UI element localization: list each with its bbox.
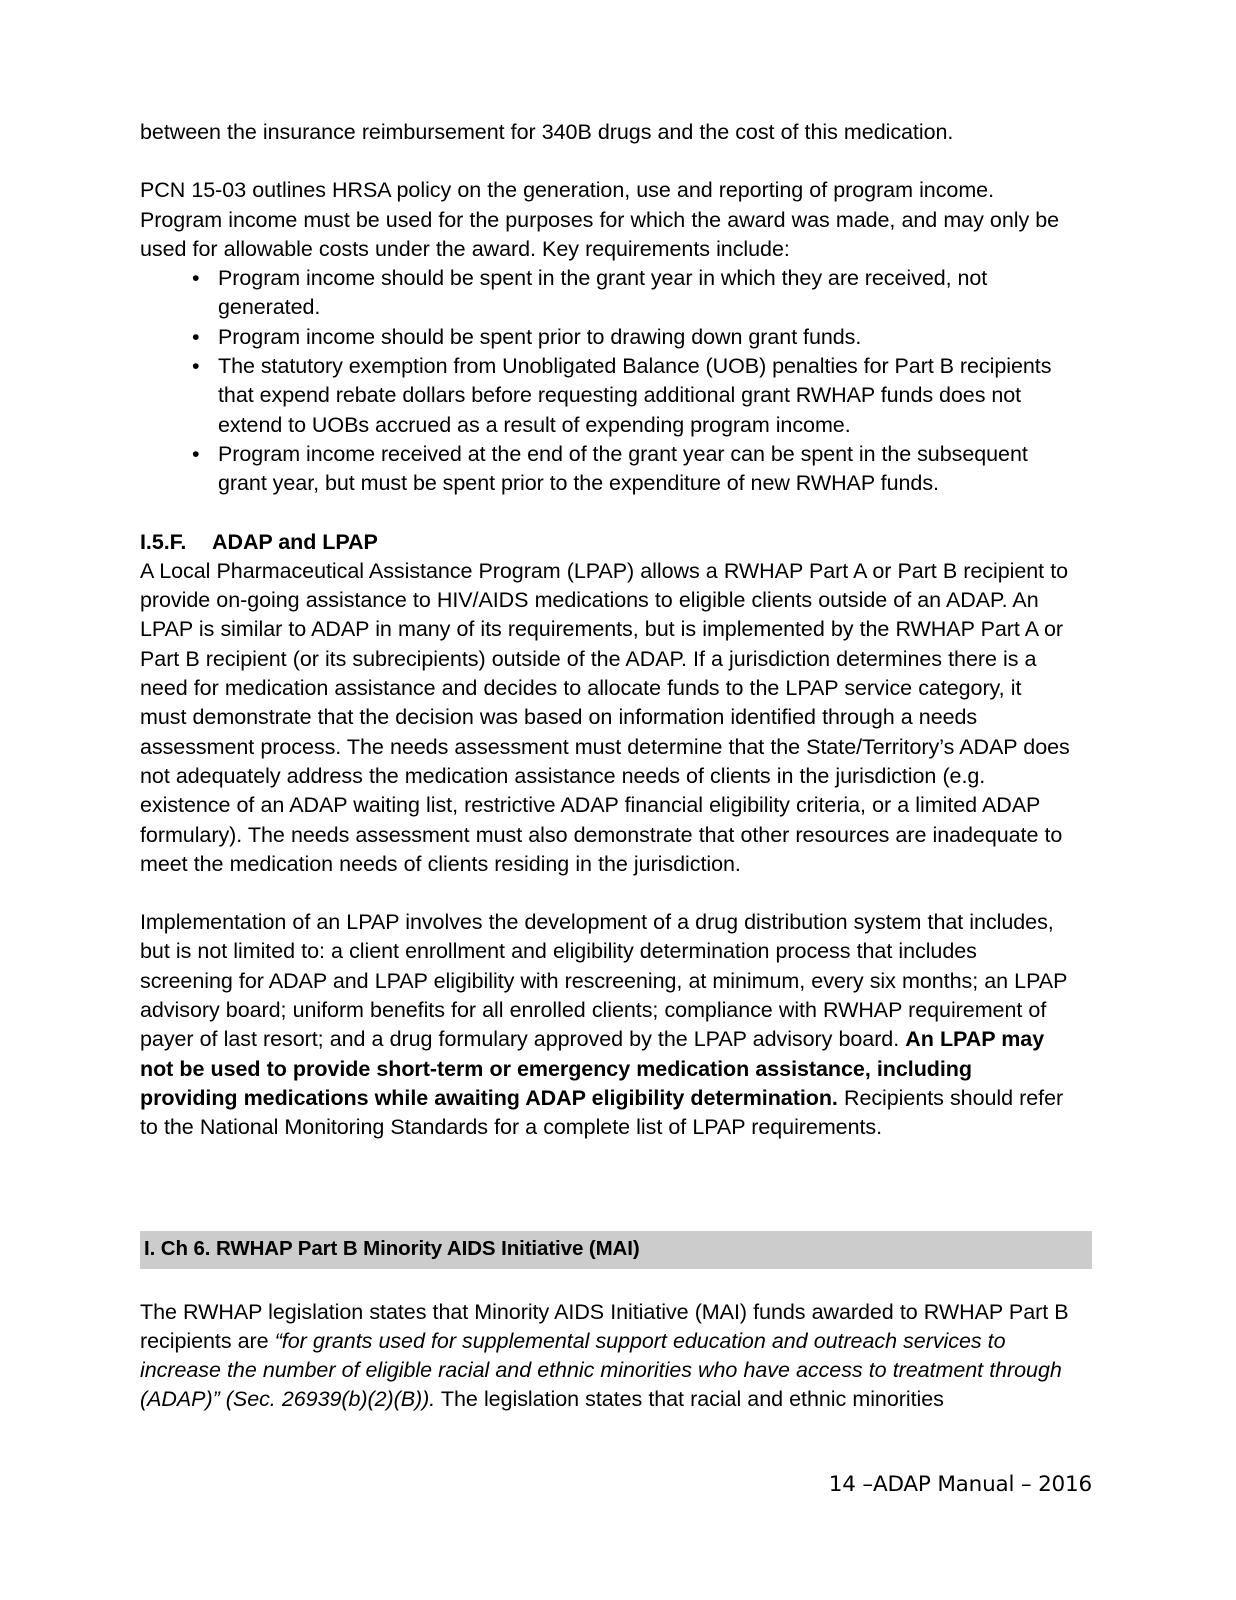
paragraph-lead-text: The RWHAP legislation states that Minority AIDS Initiative (MAI) funds awarded to RWHAP Part B recipients are [140, 1299, 1069, 1353]
section-heading-adap-lpap [140, 528, 1072, 557]
bullet-icon: • [192, 354, 200, 379]
list-item-text: Program income received at the end of the grant year can be spent in the subsequent grant year, but must be spent prior to the expenditure of new RWHAP funds. [218, 441, 1028, 496]
paragraph-mai-legislation [140, 1298, 1072, 1415]
paragraph-pcn-15-03: PCN 15-03 outlines HRSA policy on the generation, use and reporting of program income. Program income must be used for the purposes for which the award was made, and may only be used for allowable costs under the award. Key requirements include: [140, 178, 1060, 261]
legislation-quote: “for grants used for supplemental support education and outreach services to increase the number of eligible racial and ethnic minorities who have access to treatment through (ADAP)” (Sec. 26939(b)(2)(B)). [140, 1328, 1062, 1412]
program-income-bullet-list [140, 264, 1072, 498]
paragraph-spacer [140, 1269, 1072, 1298]
section-spacer [140, 499, 1072, 528]
section-title: ADAP and LPAP [212, 529, 378, 554]
list-item [140, 440, 1072, 499]
paragraph-lead-text: Implementation of an LPAP involves the development of a drug distribution system that includes, but is not limited to: a client enrollment and eligibility determination process that includes screening for ADAP and LPAP eligibility with rescreening, at minimum, every six months; an LPAP advisory board; uniform benefits for all enrolled clients; compliance with RWHAP requirement of payer of last resort; and a drug formulary approved by the LPAP advisory board. [140, 910, 1067, 1052]
paragraph-bold-emphasis: An LPAP may not be used to provide short-term or emergency medication assistance, including providing medications while awaiting ADAP eligibility determination. [140, 1027, 1045, 1110]
bullet-icon: • [192, 441, 200, 466]
list-item [140, 352, 1072, 440]
paragraph-lpap-implementation [140, 908, 1072, 1142]
section-band-title: I. Ch 6. RWHAP Part B Minority AIDS Initiative (MAI) [144, 1236, 640, 1260]
list-item [140, 323, 1072, 352]
paragraph-continuation: between the insurance reimbursement for 340B drugs and the cost of this medication. [140, 120, 954, 144]
section-band-mai [140, 1231, 1092, 1269]
list-item-text: Program income should be spent prior to drawing down grant funds. [218, 324, 862, 349]
paragraph-spacer [140, 879, 1072, 908]
list-item [140, 264, 1072, 323]
paragraph-lpap-overview: A Local Pharmaceutical Assistance Program (LPAP) allows a RWHAP Part A or Part B recipient to provide on-going assistance to HIV/AIDS medications to eligible clients outside of an ADAP. An LPAP is similar to ADAP in many of its requirements, but is implemented by the RWHAP Part A or Part B recipient (or its subrecipients) outside of the ADAP. If a jurisdiction determines there is a need for medication assistance and decides to allocate funds to the LPAP service category, it must demonstrate that the decision was based on information identified through a needs assessment process. The needs assessment must determine that the State/Territory’s ADAP does not adequately address the medication assistance needs of clients in the jurisdiction (e.g. existence of an ADAP waiting list, restrictive ADAP financial eligibility criteria, or a limited ADAP formulary). The needs assessment must also demonstrate that other resources are inadequate to meet the medication needs of clients residing in the jurisdiction. [140, 558, 1070, 876]
paragraph-tail-text: The legislation states that racial and ethnic minorities [435, 1387, 944, 1412]
paragraph-spacer [140, 147, 1072, 176]
bullet-icon: • [192, 324, 200, 349]
page-footer: 14 –ADAP Manual – 2016 [828, 1472, 1092, 1497]
bullet-icon: • [192, 266, 200, 291]
section-spacer-large [140, 1143, 1072, 1231]
section-number: I.5.F. [140, 529, 187, 554]
list-item-text: Program income should be spent in the grant year in which they are received, not generated. [218, 266, 988, 320]
paragraph-tail-text: Recipients should refer to the National Monitoring Standards for a complete list of LPAP requirements. [140, 1085, 1064, 1140]
list-item-text: The statutory exemption from Unobligated Balance (UOB) penalties for Part B recipients that expend rebate dollars before requesting additional grant RWHAP funds does not extend to UOBs accrued as a result of expending program income. [218, 354, 1052, 437]
page-content [140, 118, 1072, 1415]
